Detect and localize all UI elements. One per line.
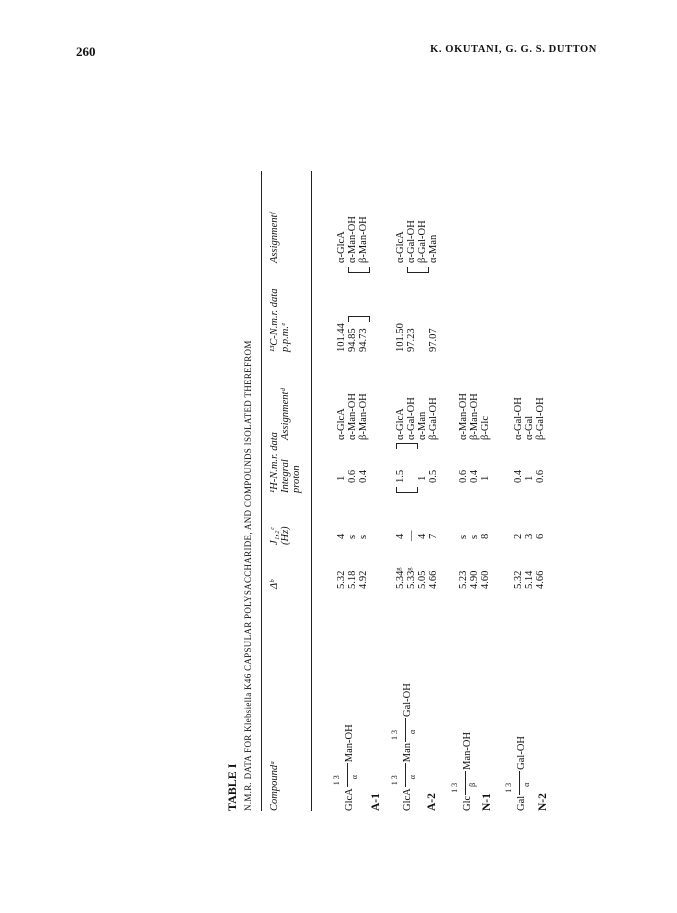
table-cell: α-GlcA bbox=[395, 408, 406, 440]
header-delta: Δᵇ bbox=[269, 580, 280, 589]
header-c-assignment: Assignmentᶠ bbox=[269, 212, 280, 263]
compound-structure-n1: Glc 1 3 β Man-OH bbox=[450, 731, 477, 811]
table-cell: 5.32 bbox=[513, 570, 524, 589]
page-number: 260 bbox=[76, 44, 96, 59]
table-cell: 5.18 bbox=[347, 570, 358, 589]
table-cell: α-Man bbox=[417, 411, 428, 440]
header-compound: Compoundᵃ bbox=[269, 760, 280, 811]
table-cell: 2 bbox=[513, 533, 524, 539]
table-cell: 5.05 bbox=[417, 570, 428, 589]
table-cell: α-Man-OH bbox=[458, 393, 469, 440]
bracket bbox=[348, 267, 370, 273]
table-cell: 4.60 bbox=[480, 570, 491, 589]
header-bottom-rule bbox=[311, 171, 312, 811]
table-cell: s bbox=[458, 534, 469, 539]
table-cell: 0.5 bbox=[428, 469, 439, 483]
compound-structure-a2: GlcA 1 3 α Man 1 3 α Gal-OH bbox=[390, 683, 417, 811]
table-cell: α-GlcA bbox=[395, 231, 406, 263]
table-cell: β-Gal-OH bbox=[417, 220, 428, 263]
compound-label-n2: N-2 bbox=[537, 793, 549, 811]
table-title: TABLE I bbox=[225, 763, 239, 811]
table-cell: 5.33ᵍ bbox=[406, 567, 417, 589]
table-cell: β-Man-OH bbox=[358, 216, 369, 263]
table-cell: 4 bbox=[395, 533, 406, 539]
table-cell: 5.34ᵍ bbox=[395, 567, 406, 589]
table-cell: β-Glc bbox=[480, 416, 491, 440]
table-cell: α-Gal-OH bbox=[406, 397, 417, 440]
rotated-table bbox=[225, 171, 605, 811]
table-cell: 97.23 bbox=[406, 328, 417, 352]
table-cell: α-GlcA bbox=[336, 408, 347, 440]
table-cell: 4 bbox=[336, 533, 347, 539]
table-cell: 0.6 bbox=[458, 469, 469, 483]
header-h-assignment: Assignmentᵈ bbox=[280, 388, 291, 440]
table-cell: 4 bbox=[417, 533, 428, 539]
header-j12: J₁,₂ᶜ bbox=[269, 527, 280, 545]
table-cell: β-Man-OH bbox=[358, 393, 369, 440]
table-cell: 94.73 bbox=[358, 328, 369, 352]
table-cell: α-Gal-OH bbox=[513, 397, 524, 440]
table-top-rule bbox=[261, 171, 262, 811]
table-cell: 8 bbox=[480, 533, 491, 539]
table-cell: 101.44 bbox=[336, 323, 347, 352]
table-cell: β-Gal-OH bbox=[428, 397, 439, 440]
table-cell: β-Man-OH bbox=[469, 393, 480, 440]
table-cell: β-Gal-OH bbox=[535, 397, 546, 440]
table-cell: s bbox=[469, 534, 480, 539]
table-cell: α-Gal bbox=[524, 415, 535, 440]
table-cell: 1.5 bbox=[395, 469, 406, 483]
table-cell: 3 bbox=[524, 533, 535, 539]
compound-label-a1: A-1 bbox=[370, 793, 382, 811]
table-cell: 7 bbox=[428, 533, 439, 539]
table-cell: s bbox=[347, 534, 358, 539]
table-cell: s bbox=[358, 534, 369, 539]
table-cell: α-GlcA bbox=[336, 231, 347, 263]
table-cell: — bbox=[406, 530, 417, 541]
table-cell: 101.50 bbox=[395, 323, 406, 352]
table-cell: α-Gal-OH bbox=[406, 220, 417, 263]
table-cell: 4.90 bbox=[469, 570, 480, 589]
header-integral: Integral bbox=[280, 459, 291, 493]
bracket bbox=[407, 267, 429, 273]
compound-structure-n2: Gal 1 3 α Gal-OH bbox=[504, 736, 531, 811]
table-cell: 0.6 bbox=[347, 469, 358, 483]
table-cell: 4.66 bbox=[535, 570, 546, 589]
compound-label-n1: N-1 bbox=[481, 793, 493, 811]
table-cell: 94.85 bbox=[347, 328, 358, 352]
table-cell: 0.6 bbox=[535, 469, 546, 483]
header-integral-proton: proton bbox=[291, 465, 302, 493]
table-cell: 0.4 bbox=[513, 469, 524, 483]
compound-structure-a1: GlcA 1 3 α Man-OH bbox=[332, 724, 359, 811]
table-cell: 97.07 bbox=[428, 328, 439, 352]
table-cell: 1 bbox=[524, 475, 535, 481]
header-j12-unit: (Hz) bbox=[280, 526, 291, 545]
table-cell: 4.92 bbox=[358, 570, 369, 589]
table-cell: 4.66 bbox=[428, 570, 439, 589]
table-cell: 5.32 bbox=[336, 570, 347, 589]
table-cell: 1 bbox=[336, 475, 347, 481]
table-cell: 0.4 bbox=[469, 469, 480, 483]
bracket bbox=[396, 487, 418, 493]
header-c-ppm: p.p.m.ᵉ bbox=[280, 323, 291, 352]
table-cell: α-Man-OH bbox=[347, 216, 358, 263]
table-cell: 0.4 bbox=[358, 469, 369, 483]
compound-label-a2: A-2 bbox=[426, 793, 438, 811]
table-cell: 5.23 bbox=[458, 570, 469, 589]
header-h-nmr: ¹H-N.m.r. data bbox=[269, 432, 280, 493]
table-cell: 1 bbox=[480, 475, 491, 481]
table-cell: 1 bbox=[417, 475, 428, 481]
table-cell: 5.14 bbox=[524, 570, 535, 589]
table-cell: α-Man-OH bbox=[347, 393, 358, 440]
table-caption: N.M.R. DATA FOR Klebsiella K46 CAPSULAR POLYSACCHARIDE, AND COMPOUNDS ISOLATED THEREFROM bbox=[243, 340, 253, 811]
table-cell: α-Man bbox=[428, 234, 439, 263]
bracket bbox=[396, 443, 418, 449]
running-header-authors: K. OKUTANI, G. G. S. DUTTON bbox=[430, 44, 597, 55]
table-cell: 6 bbox=[535, 533, 546, 539]
header-c-nmr: ¹³C-N.m.r. data bbox=[269, 288, 280, 352]
bracket bbox=[348, 316, 370, 322]
